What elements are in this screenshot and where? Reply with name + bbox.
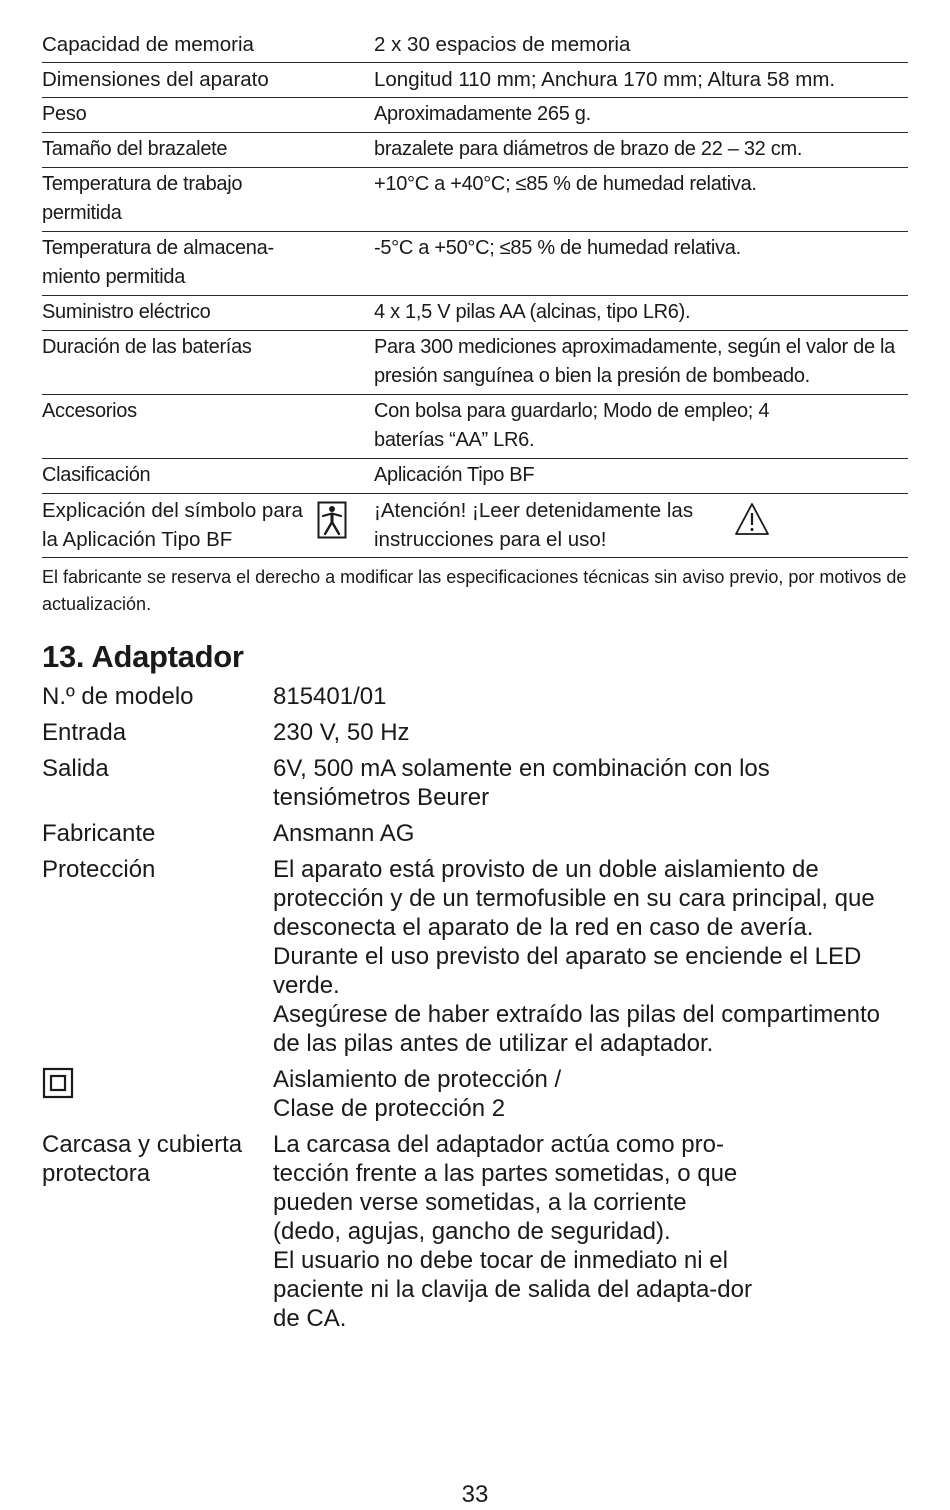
adapter-row-protection: [42, 855, 908, 1058]
page-number: 33: [461, 1481, 489, 1508]
spec-row-cuff-size: [42, 133, 908, 168]
adapter-value: 230 V, 50 Hz: [273, 719, 410, 746]
spec-row-accessories: [42, 395, 908, 459]
spec-value: ¡Atención! ¡Leer detenidamente las instrucciones para el uso!: [374, 499, 694, 551]
document-page: [42, 28, 908, 1340]
adapter-value: 815401/01: [273, 683, 387, 710]
spec-row-memory: [42, 28, 908, 63]
adapter-label: N.º de modelo: [42, 683, 194, 710]
warning-triangle-icon: [734, 502, 770, 536]
spec-label: Accesorios: [42, 400, 137, 422]
spec-row-dimensions: [42, 63, 908, 98]
spec-value: +10°C a +40°C; ≤85 % de humedad relativa.: [374, 173, 757, 195]
adapter-row-protection-class: [42, 1065, 908, 1123]
adapter-value: La carcasa del adaptador actúa como pro-tección frente a las partes sometidas, o que pueden verse sometidas, a la corriente (dedo, agujas, gancho de seguridad). El usuario no debe tocar de inmediato ni el paciente ni la clavija de salida del adapta-dor de CA.: [273, 1131, 752, 1332]
spec-value: Longitud 110 mm; Anchura 170 mm; Altura 58 mm.: [374, 68, 836, 91]
spec-value: 4 x 1,5 V pilas AA (alcinas, tipo LR6).: [374, 301, 691, 323]
spec-value: Aproximadamente 265 g.: [374, 103, 591, 125]
spec-label: Duración de las baterías: [42, 336, 252, 358]
protection-class-2-icon: [42, 1067, 74, 1099]
spec-row-storage-temperature: [42, 232, 908, 296]
adapter-row-model: [42, 682, 908, 711]
spec-value: Con bolsa para guardarlo; Modo de empleo; 4 baterías “AA” LR6.: [374, 400, 770, 451]
spec-row-battery-life: [42, 331, 908, 395]
spec-table: [42, 28, 908, 558]
spec-value: -5°C a +50°C; ≤85 % de humedad relativa.: [374, 237, 741, 259]
adapter-value: Aislamiento de protección / Clase de protección 2: [273, 1066, 562, 1122]
specification-change-notice: El fabricante se reserva el derecho a modificar las especificaciones técnicas sin aviso previo, por motivos de actualización.: [42, 567, 907, 614]
spec-label: Clasificación: [42, 464, 151, 486]
adapter-label-cell: [42, 1065, 273, 1123]
spec-label: Explicación del símbolo para la Aplicación Tipo BF: [42, 499, 303, 551]
adapter-spec-list: [42, 682, 908, 1333]
section-title: 13. Adaptador: [42, 639, 244, 674]
adapter-label: Fabricante: [42, 820, 156, 847]
spec-value: brazalete para diámetros de brazo de 22 – 32 cm.: [374, 138, 803, 160]
spec-label: Temperatura de trabajo permitida: [42, 173, 243, 224]
spec-label: Peso: [42, 103, 87, 125]
adapter-label: Carcasa y cubierta protectora: [42, 1131, 243, 1187]
spec-label: Tamaño del brazalete: [42, 138, 228, 160]
spec-row-symbol-explanation: [42, 494, 908, 558]
spec-row-operating-temperature: [42, 168, 908, 232]
spec-label: Temperatura de almacena-miento permitida: [42, 237, 274, 288]
adapter-value: 6V, 500 mA solamente en combinación con los tensiómetros Beurer: [273, 755, 770, 811]
spec-value-cell: [374, 496, 908, 554]
spec-value: Aplicación Tipo BF: [374, 464, 535, 486]
spec-row-classification: [42, 459, 908, 494]
adapter-value: El aparato está provisto de un doble aislamiento de protección y de un termofusible en su cara principal, que desconecta el aparato de la red en caso de avería. Durante el uso previsto del aparato se enciende el LED verde. Asegúrese de haber extraído las pilas del compartimento de las pilas antes de utilizar el adaptador.: [273, 856, 881, 1057]
spec-label: Suministro eléctrico: [42, 301, 211, 323]
spec-label: Dimensiones del aparato: [42, 68, 269, 91]
adapter-label: Protección: [42, 856, 156, 883]
adapter-label: Salida: [42, 755, 109, 782]
spec-row-weight: [42, 98, 908, 133]
spec-label-cell: [42, 496, 374, 554]
spec-label: Capacidad de memoria: [42, 33, 254, 56]
adapter-row-housing: [42, 1130, 908, 1333]
type-bf-applied-part-icon: [317, 501, 347, 539]
adapter-row-output: [42, 754, 908, 812]
adapter-value: Ansmann AG: [273, 820, 415, 847]
spec-value: Para 300 mediciones aproximadamente, según el valor de la presión sanguínea o bien la presión de bombeado.: [374, 336, 895, 387]
adapter-row-manufacturer: [42, 819, 908, 848]
adapter-row-input: [42, 718, 908, 747]
spec-row-power-supply: [42, 296, 908, 331]
adapter-label: Entrada: [42, 719, 127, 746]
spec-value: 2 x 30 espacios de memoria: [374, 33, 631, 56]
